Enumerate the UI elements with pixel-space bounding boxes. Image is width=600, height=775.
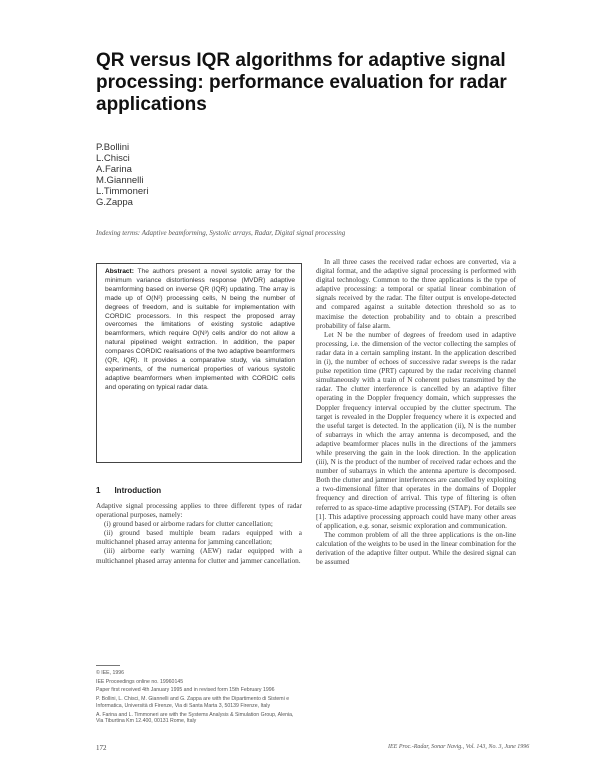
author: A.Farina — [96, 164, 132, 175]
footnote: Paper first received 4th January 1995 and in revised form 15th February 1996 — [96, 687, 275, 694]
section-title: Introduction — [114, 486, 162, 495]
list-item: (ii) ground based multiple beam radars equipped with a multichannel phased array antenna for jamming cancellation; — [96, 529, 302, 547]
paragraph: Let N be the number of degrees of freedom used in adaptive processing, i.e. the dimension of the vector collecting the samples of radar data in a certain sampling instant. In the application described in (i), the number of echoes of successive radar sweeps is the radar pulse repetition time (PRT) captured by the radar receiving channel simultaneously with a train of N coherent pulses transmitted by the radar. The clutter interference is cancelled by an adaptive filter operating in the Doppler frequency domain, which suppresses the Doppler frequency interval occupied by the clutter spectrum. The target is revealed in the Doppler frequency where it is expected and the useful target is detected. In the application (ii), N is the number of subarrays in which the array antenna is decomposed, and the adaptive beamformer places nulls in the directions of the jammers while preserving the gain in the look direction. In the application (iii), N is the product of the number of received radar echoes and the number of subarrays in which the antenna aperture is decomposed. Both the clutter and jammer interferences are cancelled by exploiting a two-dimensional filter that operates in the domains of Doppler frequency and direction of arrival. This type of filtering is often referred to as space-time adaptive processing (STAP). For details see [1]. This adaptive processing approach could have many other areas of application, e.g. sonar, seismic exploration and communication. — [316, 330, 516, 530]
abstract-body: The authors present a novel systolic array for the minimum variance distortionless response (MVDR) adaptive beamforming based on inverse QR (IQR) updating. The array is made up of O(N²) processing cells, N being the number of degrees of freedom, and is suitable for implementation with CORDIC processors. In this respect the proposed array overcomes the limitations of existing systolic adaptive beamformers, which require O(N³) cells and/or do not allow a natural pipelined weight extraction. In addition, the paper compares CORDIC realisations of the two adaptive beamformers (QR, IQR). It provides a comparative study, via simulation experiments, of the numerical properties of various systolic adaptive beamformers when implemented with CORDIC cells and operating on typical radar data. — [105, 268, 296, 391]
author-list — [96, 142, 148, 208]
author: P.Bollini — [96, 142, 130, 153]
abstract — [105, 268, 295, 393]
list-item: (i) ground based or airborne radars for clutter cancellation; — [104, 520, 273, 529]
left-column-body — [96, 502, 302, 566]
indexing-terms: Indexing terms: Adaptive beamforming, Systolic arrays, Radar, Digital signal processing — [96, 229, 346, 237]
author: M.Giannelli — [96, 175, 144, 186]
section-number: 1 — [96, 486, 101, 495]
page-number: 172 — [96, 744, 107, 752]
footnote-rule — [96, 665, 120, 666]
paragraph: The common problem of all the three applications is the on-line calculation of the weights to be used in the linear combination for the derivation of the adaptive filter output. While the desired signal can be assumed — [316, 530, 516, 567]
journal-footer: IEE Proc.-Radar, Sonar Navig., Vol. 143, No. 3, June 1996 — [388, 744, 530, 750]
paragraph: In all three cases the received radar echoes are converted, via a digital format, and the adaptive signal processing is performed with digital technology. Common to the three applications is the type of adaptive processing: a temporal or spatial linear combination of signals received by the radar. The filter output is envelope-detected and compared against a suitable detection threshold so as to maximise the detection probability and to obtain a prescribed probability of false alarm. — [316, 258, 516, 330]
author: G.Zappa — [96, 197, 133, 208]
author: L.Chisci — [96, 153, 130, 164]
author: L.Timmoneri — [96, 186, 149, 197]
right-column-body — [316, 258, 516, 567]
list-item: (iii) airborne early warning (AEW) radar equipped with a multichannel phased array antenna for clutter and jammer cancellation. — [96, 547, 302, 565]
footnote: IEE Proceedings online no. 19960145 — [96, 678, 184, 685]
section-heading — [96, 486, 175, 495]
abstract-label: Abstract: — [105, 268, 134, 275]
paper-title: QR versus IQR algorithms for adaptive signal processing: performance evaluation for radar applications — [96, 50, 507, 115]
footnotes — [96, 670, 302, 727]
footnote: P. Bollini, L. Chisci, M. Giannelli and G. Zappa are with the Dipartimento di Sistemi e Informatica, Università di Firenze, Via di Santa Marta 3, 50139 Firenze, Italy — [96, 696, 290, 709]
footnote: A. Farina and L. Timmoneri are with the Systems Analysis & Simulation Group, Alenia, Via Tiburtina Km 12.400, 00131 Rome, Italy — [96, 711, 294, 725]
footnote: © IEE, 1996 — [96, 670, 125, 676]
paragraph: Adaptive signal processing applies to three different types of radar operational purposes, namely: — [96, 502, 302, 520]
